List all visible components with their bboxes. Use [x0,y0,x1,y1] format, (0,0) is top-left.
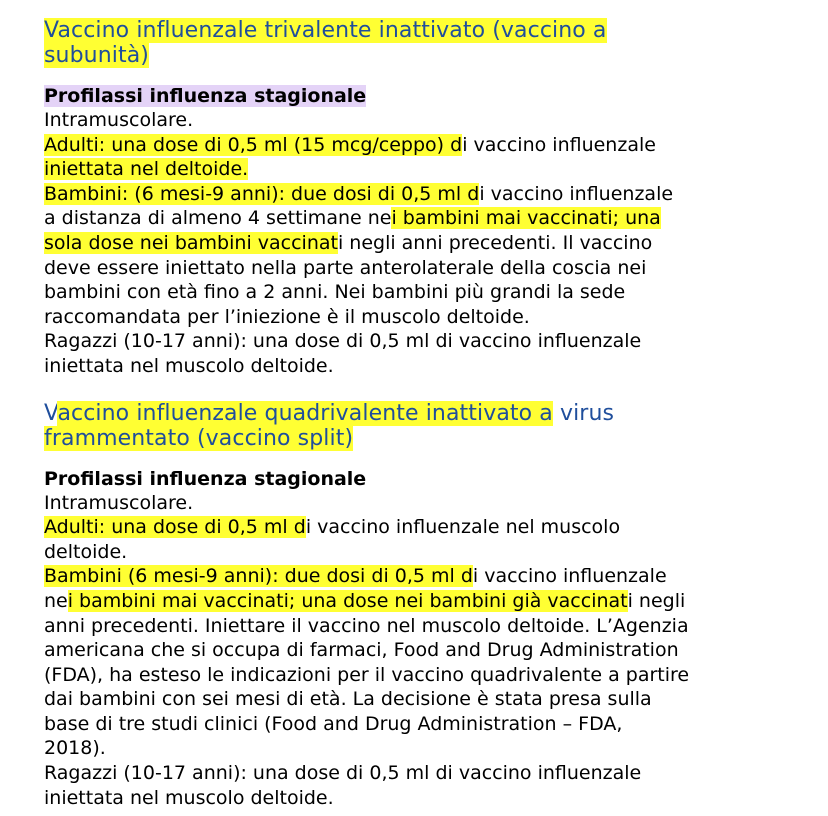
children-dose-cont [44,589,784,614]
body-text: (FDA), ha esteso le indicazioni per il vaccino quadrivalente a partire [44,663,690,686]
body-text: anni precedenti. Iniettare il vaccino nel muscolo deltoide. L’Agenzia [44,614,689,637]
adults-dose [44,515,784,540]
plain-text: i vaccino influenzale nel muscolo [305,516,621,539]
adults-dose-cont [44,157,784,182]
heading-line: subunità) [44,43,149,68]
highlighted-text: Adulti: una dose di 0,5 ml (15 mcg/ceppo) d [44,133,463,156]
section-quadrivalent [44,401,784,811]
document-page [44,18,784,810]
highlighted-text: accino influenzale quadrivalente inattivato a [57,400,553,426]
plain-text: i negli [627,589,686,612]
body-text: dai bambini con sei mesi di età. La decisione è stata presa sulla [44,688,652,711]
subheading [44,84,784,108]
plain-text: a distanza di almeno 4 settimane ne [44,207,392,230]
body-text: raccomandata per l’iniezione è il muscolo deltoide. [44,305,530,328]
children-dose [44,564,784,589]
section-trivalent [44,18,784,379]
highlighted-text: Bambini (6 mesi-9 anni): due dosi di 0,5 ml d [44,565,473,588]
subheading-text: Profilassi influenza stagionale [44,467,367,490]
plain-text: V [44,400,58,426]
plain-text: virus [552,400,615,426]
heading-line: Vaccino influenzale trivalente inattivato (vaccino a [44,18,607,43]
subheading [44,467,784,491]
adults-dose [44,133,784,158]
plain-text [44,426,353,451]
plain-text: i vaccino influenzale [462,133,656,156]
route-text: Intramuscolare. [44,109,194,131]
body-text: base di tre studi clinici (Food and Drug Administration – FDA, [44,712,623,735]
body-text: 2018). [44,737,106,760]
plain-text: i vaccino influenzale [472,565,667,588]
section-heading [44,401,784,451]
adults-dose-cont: deltoide. [44,540,128,563]
plain-text: i vaccino influenzale [479,182,674,205]
section-heading [44,18,784,68]
highlighted-text: sola dose nei bambini vaccinat [44,231,338,254]
teens-dose-cont: iniettata nel muscolo deltoide. [44,786,334,809]
highlighted-text: Bambini: (6 mesi-9 anni): due dosi di 0,5 ml d [44,182,480,205]
teens-dose: Ragazzi (10-17 anni): una dose di 0,5 ml di vaccino influenzale [44,330,642,353]
highlighted-text: frammentato (vaccino split) [44,425,354,451]
route-text: Intramuscolare. [44,491,194,514]
body-text: americana che si occupa di farmaci, Food and Drug Administration [44,639,679,662]
teens-dose: Ragazzi (10-17 anni): una dose di 0,5 ml di vaccino influenzale [44,762,642,785]
highlighted-text: i bambini mai vaccinati; una [391,207,661,230]
plain-text: i negli anni precedenti. Il vaccino [337,231,653,254]
plain-text: ne [44,589,68,612]
highlighted-text: i bambini mai vaccinati; una dose nei bambini già vaccinat [67,589,628,612]
body-text: deve essere iniettato nella parte anterolaterale della coscia nei [44,256,647,279]
body-text: bambini con età fino a 2 anni. Nei bambini più grandi la sede [44,281,626,304]
subheading-text: Profilassi influenza stagionale [44,85,367,107]
highlighted-text: iniettata nel deltoide. [44,158,249,181]
teens-dose-cont: iniettata nel muscolo deltoide. [44,354,334,377]
highlighted-text: Adulti: una dose di 0,5 ml d [44,516,306,539]
children-dose [44,182,784,207]
children-dose-cont [44,231,784,256]
children-dose-cont [44,206,784,231]
